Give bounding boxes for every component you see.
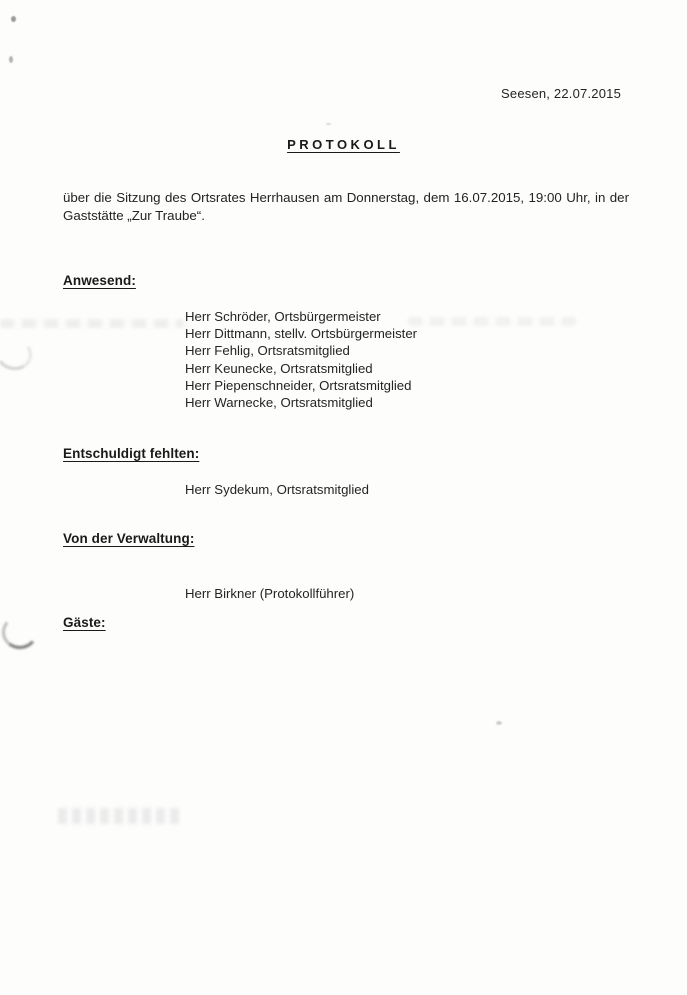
bleed-through-text [58, 808, 180, 824]
administration-item: Herr Birkner (Protokollführer) [185, 586, 355, 601]
date-line: Seesen, 22.07.2015 [501, 86, 621, 101]
scan-smudge [408, 317, 576, 326]
section-heading-gaeste: Gäste: [63, 615, 106, 630]
intro-paragraph: über die Sitzung des Ortsrates Herrhausen am Donnerstag, dem 16.07.2015, 19:00 Uhr, in der Gaststätte „Zur Traube“. [63, 190, 629, 223]
administration-list [185, 585, 354, 602]
scan-smudge [0, 319, 184, 328]
scan-speck [9, 56, 13, 63]
punch-hole-shadow [0, 613, 39, 651]
scan-speck [326, 123, 331, 125]
scan-speck [11, 16, 16, 22]
punch-hole-shadow [0, 335, 35, 374]
section-heading-entschuldigt: Entschuldigt fehlten: [63, 446, 200, 461]
attendee-item: Herr Schröder, Ortsbürgermeister [185, 309, 381, 324]
document-title: PROTOKOLL [287, 137, 400, 152]
attendee-item: Herr Keunecke, Ortsratsmitglied [185, 360, 373, 376]
attendee-item: Herr Piepenschneider, Ortsratsmitglied [185, 377, 412, 393]
attendee-item: Herr Fehlig, Ortsratsmitglied [185, 343, 350, 359]
attendee-item: Herr Dittmann, stellv. Ortsbürgermeister [185, 326, 418, 342]
section-heading-anwesend: Anwesend: [63, 273, 136, 288]
title-wrap [0, 136, 687, 154]
attendee-item: Herr Warnecke, Ortsratsmitglied [185, 395, 373, 411]
section-heading-verwaltung: Von der Verwaltung: [63, 531, 195, 546]
scan-speck [496, 721, 502, 725]
attendee-list [185, 308, 417, 411]
excused-item: Herr Sydekum, Ortsratsmitglied [185, 482, 369, 497]
excused-list [185, 481, 369, 498]
